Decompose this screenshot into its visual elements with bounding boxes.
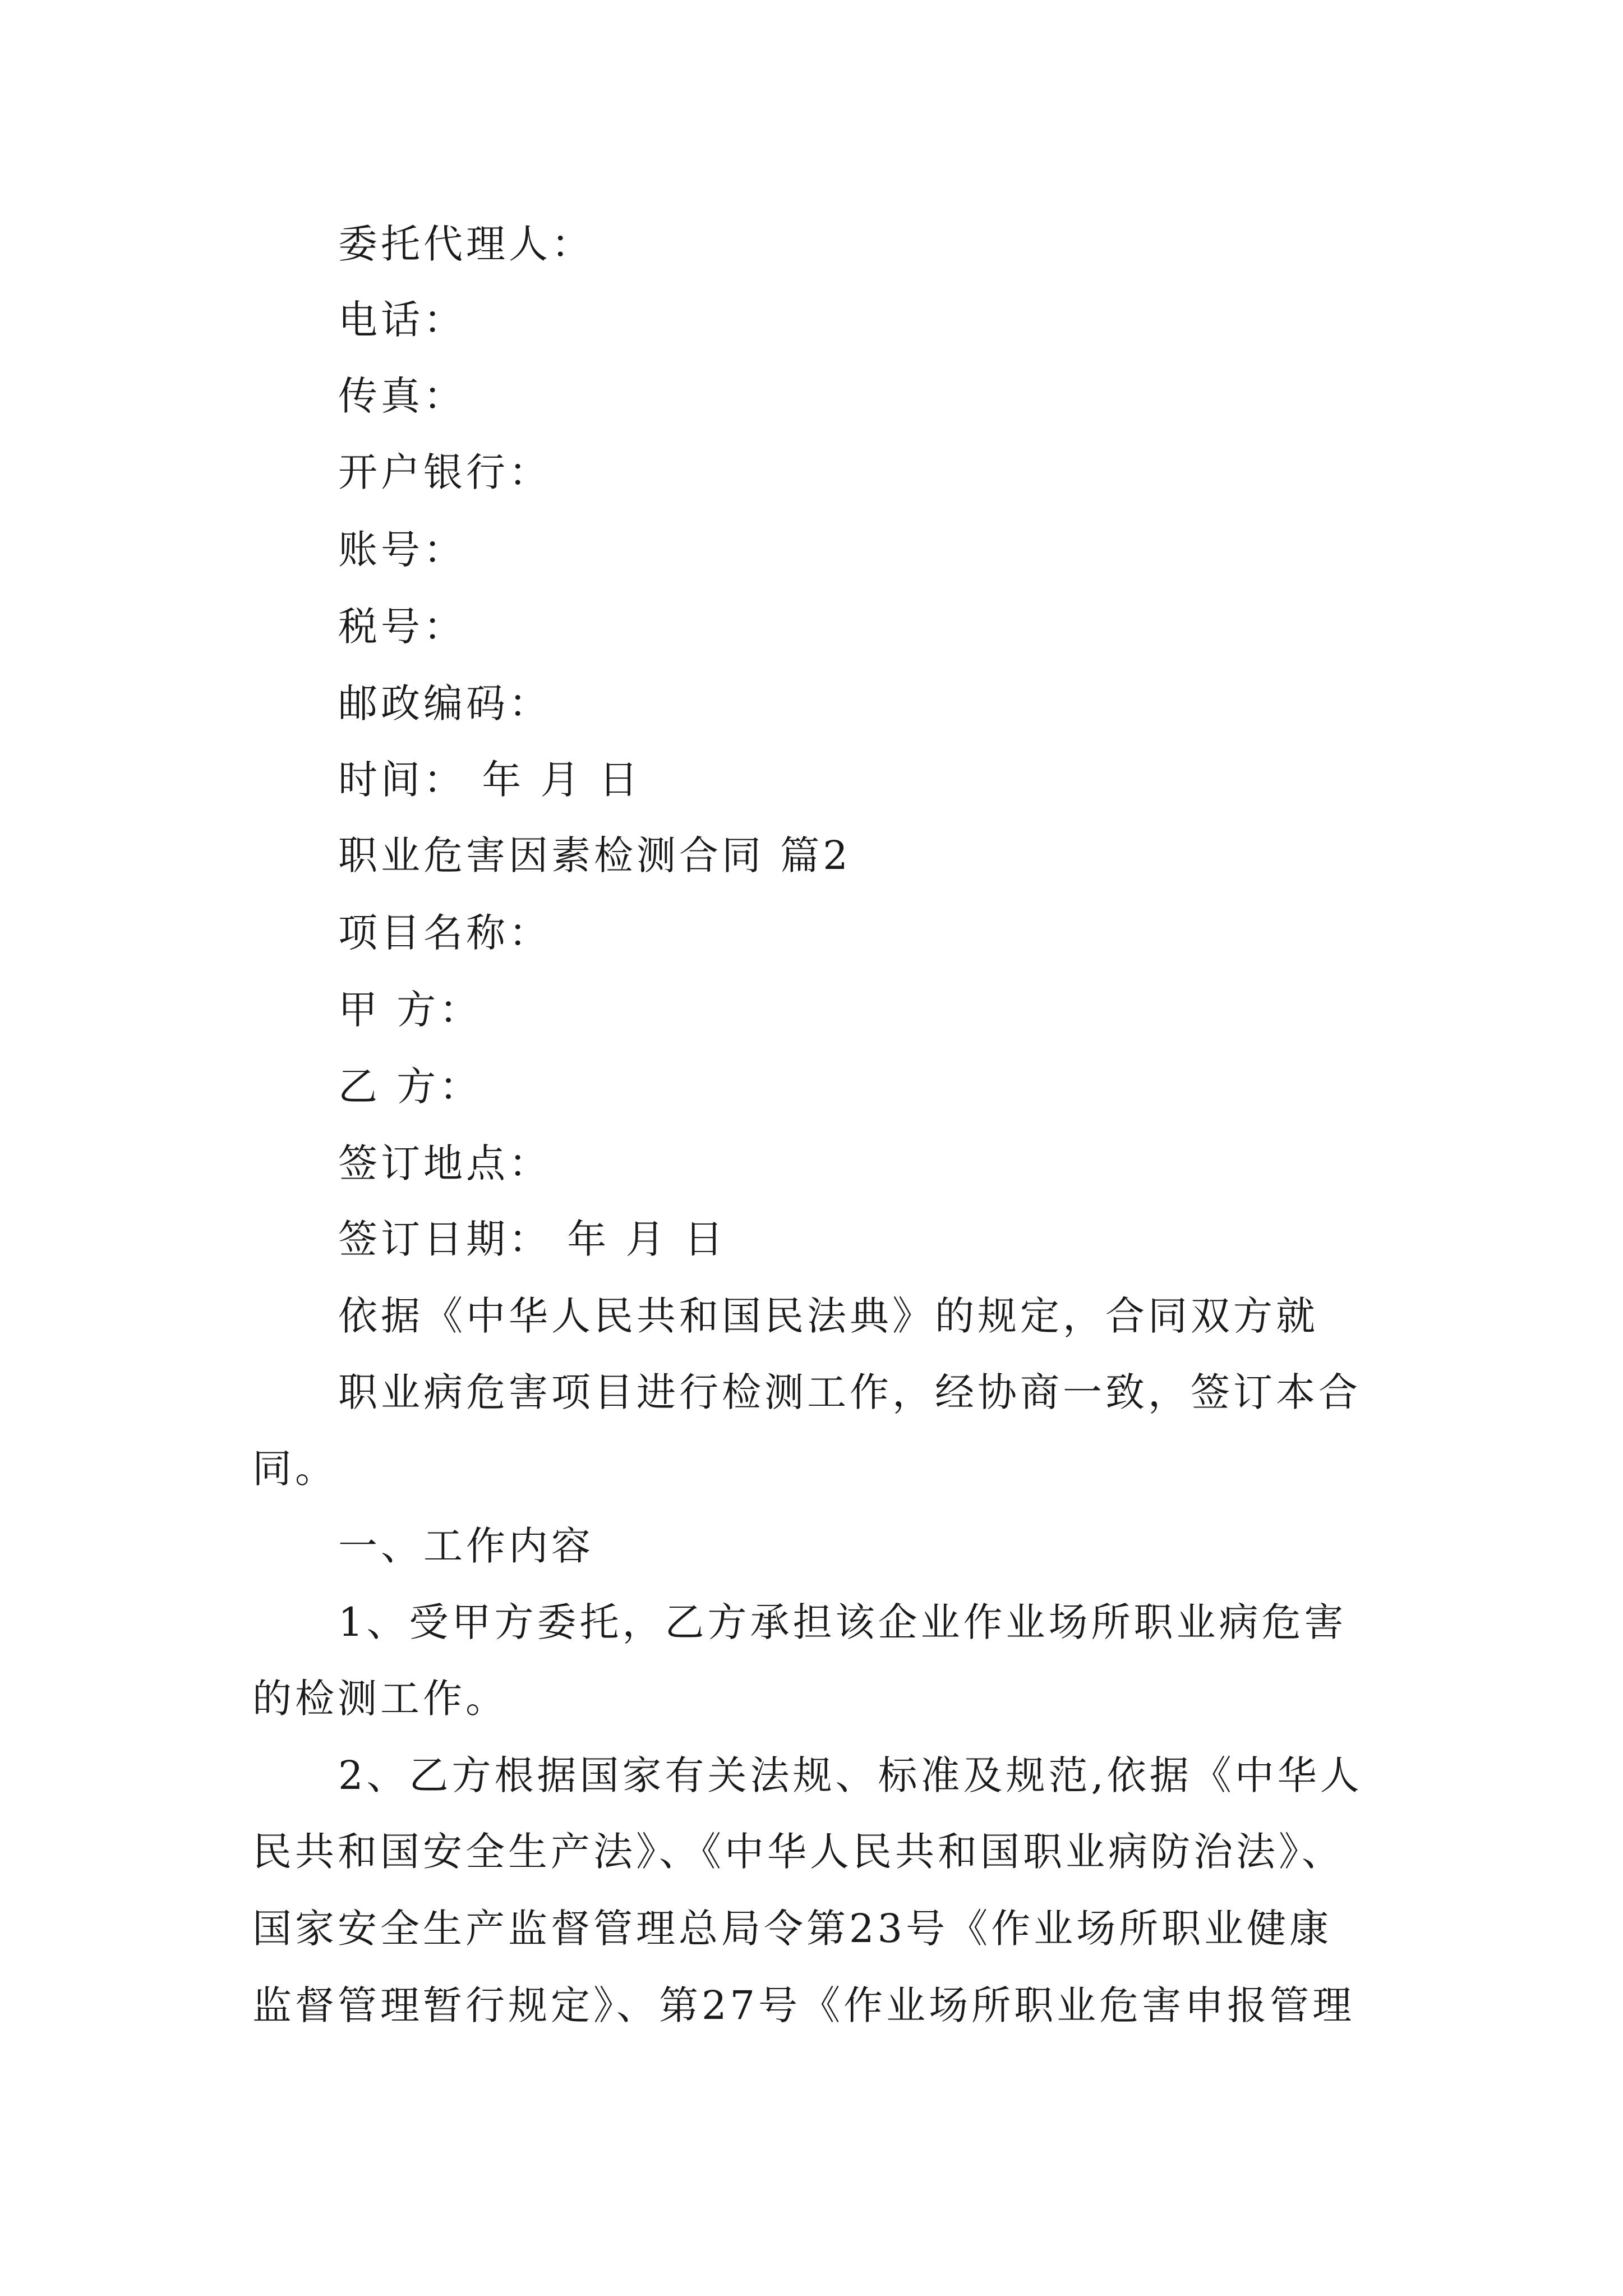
field-sign-date: 签订日期： 年 月 日: [338, 1216, 727, 1262]
field-date: 时间： 年 月 日: [338, 757, 642, 803]
section-title: 职业危害因素检测合同 篇2: [338, 832, 851, 878]
item-1-line-2: 的检测工作。: [252, 1676, 508, 1722]
section-heading-work-content: 一、工作内容: [338, 1523, 594, 1569]
item-1-line-1: 1、受甲方委托，乙方承担该企业作业场所职业病危害: [338, 1599, 1347, 1645]
field-project-name: 项目名称：: [338, 910, 551, 956]
item-2-line-4: 监督管理暂行规定》、第27号《作业场所职业危害申报管理: [252, 1982, 1355, 2028]
field-postcode: 邮政编码：: [338, 680, 551, 726]
field-bank: 开户银行：: [338, 449, 551, 495]
field-party-b: 乙 方：: [338, 1064, 482, 1110]
field-account: 账号：: [338, 527, 466, 573]
field-sign-place: 签订地点：: [338, 1140, 551, 1186]
field-fax: 传真：: [338, 373, 466, 419]
intro-line-1: 依据《中华人民共和国民法典》的规定，合同双方就: [338, 1293, 1318, 1339]
item-2-line-2: 民共和国安全生产法》、《中华人民共和国职业病防治法》、: [252, 1829, 1344, 1875]
item-2-line-1: 2、乙方根据国家有关法规、标准及规范,依据《中华人: [338, 1752, 1363, 1798]
item-2-line-3: 国家安全生产监督管理总局令第23号《作业场所职业健康: [252, 1906, 1332, 1952]
field-agent: 委托代理人：: [338, 221, 594, 267]
intro-line-3: 同。: [252, 1446, 338, 1492]
field-tax-id: 税号：: [338, 604, 466, 650]
field-party-a: 甲 方：: [338, 987, 482, 1033]
field-phone: 电话：: [338, 297, 466, 343]
intro-line-2: 职业病危害项目进行检测工作，经协商一致，签订本合: [338, 1369, 1361, 1415]
